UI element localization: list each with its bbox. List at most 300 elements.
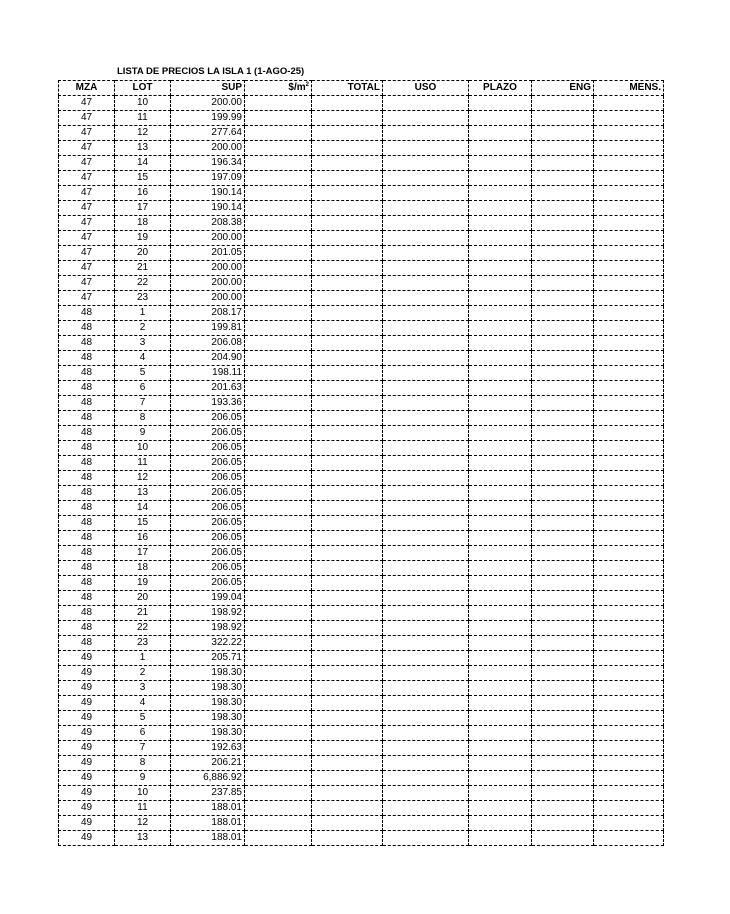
cell-sup: 205.71	[171, 651, 245, 666]
cell-uso	[383, 201, 469, 216]
header-plazo: PLAZO	[469, 81, 532, 96]
cell-eng	[532, 411, 594, 426]
cell-sup: 199.81	[171, 321, 245, 336]
cell-plazo	[469, 321, 532, 336]
cell-eng	[532, 591, 594, 606]
cell-mza: 47	[59, 141, 115, 156]
cell-uso	[383, 126, 469, 141]
cell-uso	[383, 771, 469, 786]
cell-mza: 48	[59, 366, 115, 381]
cell-mens	[594, 771, 664, 786]
cell-plazo	[469, 516, 532, 531]
cell-price-per-m2	[245, 306, 312, 321]
cell-plazo	[469, 156, 532, 171]
cell-mens	[594, 291, 664, 306]
cell-lot: 18	[115, 561, 171, 576]
cell-uso	[383, 591, 469, 606]
cell-lot: 17	[115, 201, 171, 216]
cell-sup: 199.04	[171, 591, 245, 606]
cell-mza: 48	[59, 636, 115, 651]
cell-total	[312, 156, 383, 171]
table-row	[59, 801, 664, 816]
cell-price-per-m2	[245, 396, 312, 411]
cell-total	[312, 201, 383, 216]
header-row	[59, 81, 664, 96]
cell-uso	[383, 381, 469, 396]
cell-mza: 47	[59, 171, 115, 186]
cell-plazo	[469, 186, 532, 201]
cell-mza: 49	[59, 831, 115, 846]
cell-sup: 201.05	[171, 246, 245, 261]
cell-lot: 22	[115, 621, 171, 636]
cell-mza: 48	[59, 501, 115, 516]
cell-plazo	[469, 126, 532, 141]
cell-eng	[532, 96, 594, 111]
cell-mza: 47	[59, 216, 115, 231]
cell-uso	[383, 261, 469, 276]
cell-mens	[594, 801, 664, 816]
cell-mens	[594, 366, 664, 381]
cell-eng	[532, 126, 594, 141]
cell-sup: 322.22	[171, 636, 245, 651]
cell-total	[312, 516, 383, 531]
cell-uso	[383, 816, 469, 831]
cell-eng	[532, 741, 594, 756]
cell-price-per-m2	[245, 711, 312, 726]
cell-eng	[532, 381, 594, 396]
cell-mens	[594, 126, 664, 141]
cell-mens	[594, 486, 664, 501]
cell-sup: 198.30	[171, 726, 245, 741]
cell-uso	[383, 141, 469, 156]
cell-mza: 47	[59, 291, 115, 306]
header-price-per-m2-text: $/m	[288, 82, 306, 93]
cell-uso	[383, 336, 469, 351]
cell-lot: 22	[115, 276, 171, 291]
cell-total	[312, 336, 383, 351]
cell-price-per-m2	[245, 531, 312, 546]
cell-sup: 200.00	[171, 141, 245, 156]
table-row	[59, 711, 664, 726]
cell-sup: 198.30	[171, 681, 245, 696]
cell-lot: 16	[115, 531, 171, 546]
cell-eng	[532, 546, 594, 561]
cell-sup: 208.17	[171, 306, 245, 321]
cell-mens	[594, 636, 664, 651]
cell-uso	[383, 546, 469, 561]
cell-price-per-m2	[245, 741, 312, 756]
cell-sup: 190.14	[171, 186, 245, 201]
cell-price-per-m2	[245, 426, 312, 441]
table-row	[59, 651, 664, 666]
cell-total	[312, 666, 383, 681]
table-row	[59, 756, 664, 771]
cell-mza: 48	[59, 306, 115, 321]
cell-eng	[532, 816, 594, 831]
cell-sup: 188.01	[171, 831, 245, 846]
cell-uso	[383, 606, 469, 621]
cell-mza: 47	[59, 231, 115, 246]
cell-mza: 47	[59, 186, 115, 201]
table-row	[59, 831, 664, 846]
cell-mens	[594, 306, 664, 321]
cell-mza: 49	[59, 666, 115, 681]
cell-sup: 277.64	[171, 126, 245, 141]
cell-sup: 237.85	[171, 786, 245, 801]
header-eng: ENG	[532, 81, 594, 96]
cell-mza: 48	[59, 321, 115, 336]
cell-uso	[383, 621, 469, 636]
cell-mens	[594, 741, 664, 756]
cell-uso	[383, 786, 469, 801]
cell-eng	[532, 351, 594, 366]
table-row	[59, 441, 664, 456]
cell-plazo	[469, 801, 532, 816]
cell-total	[312, 426, 383, 441]
cell-lot: 14	[115, 501, 171, 516]
cell-mens	[594, 246, 664, 261]
cell-plazo	[469, 141, 532, 156]
cell-price-per-m2	[245, 486, 312, 501]
cell-mza: 48	[59, 456, 115, 471]
cell-plazo	[469, 411, 532, 426]
cell-plazo	[469, 201, 532, 216]
table-row	[59, 531, 664, 546]
cell-uso	[383, 231, 469, 246]
cell-price-per-m2	[245, 216, 312, 231]
cell-total	[312, 321, 383, 336]
header-uso: USO	[383, 81, 469, 96]
cell-eng	[532, 321, 594, 336]
cell-uso	[383, 426, 469, 441]
cell-price-per-m2	[245, 351, 312, 366]
cell-mza: 48	[59, 561, 115, 576]
cell-mza: 49	[59, 711, 115, 726]
cell-lot: 3	[115, 336, 171, 351]
cell-price-per-m2	[245, 801, 312, 816]
table-row	[59, 636, 664, 651]
cell-eng	[532, 651, 594, 666]
cell-uso	[383, 321, 469, 336]
cell-uso	[383, 441, 469, 456]
table-row	[59, 786, 664, 801]
cell-price-per-m2	[245, 816, 312, 831]
cell-lot: 10	[115, 96, 171, 111]
cell-uso	[383, 696, 469, 711]
cell-mza: 48	[59, 531, 115, 546]
cell-price-per-m2	[245, 786, 312, 801]
cell-eng	[532, 216, 594, 231]
cell-total	[312, 276, 383, 291]
cell-plazo	[469, 756, 532, 771]
cell-plazo	[469, 426, 532, 441]
cell-eng	[532, 111, 594, 126]
cell-mza: 48	[59, 486, 115, 501]
cell-uso	[383, 561, 469, 576]
cell-lot: 21	[115, 261, 171, 276]
cell-total	[312, 411, 383, 426]
cell-mza: 47	[59, 261, 115, 276]
cell-plazo	[469, 216, 532, 231]
cell-plazo	[469, 591, 532, 606]
table-row	[59, 471, 664, 486]
table-row	[59, 216, 664, 231]
cell-plazo	[469, 561, 532, 576]
cell-plazo	[469, 261, 532, 276]
cell-mens	[594, 426, 664, 441]
cell-eng	[532, 561, 594, 576]
cell-price-per-m2	[245, 471, 312, 486]
cell-price-per-m2	[245, 366, 312, 381]
cell-plazo	[469, 351, 532, 366]
cell-total	[312, 786, 383, 801]
cell-price-per-m2	[245, 111, 312, 126]
table-row	[59, 696, 664, 711]
cell-price-per-m2	[245, 201, 312, 216]
cell-lot: 8	[115, 411, 171, 426]
cell-price-per-m2	[245, 186, 312, 201]
cell-eng	[532, 186, 594, 201]
cell-eng	[532, 696, 594, 711]
table-row	[59, 816, 664, 831]
cell-mens	[594, 381, 664, 396]
cell-mza: 48	[59, 426, 115, 441]
cell-mza: 48	[59, 591, 115, 606]
cell-plazo	[469, 711, 532, 726]
cell-mens	[594, 591, 664, 606]
cell-plazo	[469, 336, 532, 351]
table-row	[59, 201, 664, 216]
table-body	[59, 96, 664, 846]
header-price-per-m2	[245, 81, 312, 96]
cell-eng	[532, 141, 594, 156]
table-row	[59, 741, 664, 756]
cell-price-per-m2	[245, 501, 312, 516]
cell-total	[312, 681, 383, 696]
table-row	[59, 411, 664, 426]
cell-plazo	[469, 501, 532, 516]
cell-lot: 23	[115, 636, 171, 651]
cell-mens	[594, 531, 664, 546]
cell-sup: 200.00	[171, 96, 245, 111]
cell-mens	[594, 171, 664, 186]
cell-sup: 206.05	[171, 486, 245, 501]
cell-lot: 10	[115, 441, 171, 456]
cell-uso	[383, 651, 469, 666]
cell-plazo	[469, 441, 532, 456]
cell-total	[312, 351, 383, 366]
cell-mens	[594, 516, 664, 531]
cell-uso	[383, 741, 469, 756]
cell-total	[312, 546, 383, 561]
cell-mza: 48	[59, 381, 115, 396]
cell-lot: 7	[115, 396, 171, 411]
table-row	[59, 666, 664, 681]
cell-mens	[594, 321, 664, 336]
cell-sup: 206.05	[171, 501, 245, 516]
cell-plazo	[469, 471, 532, 486]
cell-uso	[383, 186, 469, 201]
table-row	[59, 276, 664, 291]
cell-mza: 49	[59, 741, 115, 756]
cell-plazo	[469, 306, 532, 321]
cell-sup: 6,886.92	[171, 771, 245, 786]
cell-plazo	[469, 681, 532, 696]
cell-total	[312, 261, 383, 276]
table-row	[59, 306, 664, 321]
cell-mza: 47	[59, 111, 115, 126]
cell-sup: 198.30	[171, 666, 245, 681]
cell-mza: 48	[59, 441, 115, 456]
cell-price-per-m2	[245, 756, 312, 771]
cell-mens	[594, 231, 664, 246]
table-row	[59, 426, 664, 441]
table-row	[59, 321, 664, 336]
cell-plazo	[469, 366, 532, 381]
cell-total	[312, 561, 383, 576]
cell-eng	[532, 336, 594, 351]
cell-price-per-m2	[245, 831, 312, 846]
cell-total	[312, 291, 383, 306]
cell-eng	[532, 636, 594, 651]
cell-mens	[594, 831, 664, 846]
cell-lot: 1	[115, 306, 171, 321]
cell-uso	[383, 726, 469, 741]
cell-mens	[594, 276, 664, 291]
cell-eng	[532, 786, 594, 801]
cell-mens	[594, 651, 664, 666]
cell-lot: 19	[115, 576, 171, 591]
cell-plazo	[469, 576, 532, 591]
cell-total	[312, 126, 383, 141]
table-row	[59, 96, 664, 111]
cell-sup: 190.14	[171, 201, 245, 216]
cell-total	[312, 651, 383, 666]
cell-total	[312, 471, 383, 486]
cell-mens	[594, 471, 664, 486]
cell-total	[312, 231, 383, 246]
cell-lot: 2	[115, 321, 171, 336]
cell-uso	[383, 666, 469, 681]
cell-price-per-m2	[245, 321, 312, 336]
cell-uso	[383, 411, 469, 426]
header-total: TOTAL	[312, 81, 383, 96]
table-row	[59, 456, 664, 471]
cell-mza: 49	[59, 756, 115, 771]
table-row	[59, 396, 664, 411]
cell-mens	[594, 576, 664, 591]
cell-plazo	[469, 606, 532, 621]
cell-total	[312, 741, 383, 756]
cell-total	[312, 396, 383, 411]
cell-sup: 201.63	[171, 381, 245, 396]
cell-lot: 23	[115, 291, 171, 306]
cell-mens	[594, 351, 664, 366]
cell-plazo	[469, 381, 532, 396]
cell-uso	[383, 171, 469, 186]
cell-total	[312, 366, 383, 381]
cell-uso	[383, 756, 469, 771]
cell-plazo	[469, 786, 532, 801]
cell-total	[312, 456, 383, 471]
table-row	[59, 516, 664, 531]
cell-uso	[383, 471, 469, 486]
cell-total	[312, 96, 383, 111]
cell-lot: 11	[115, 801, 171, 816]
cell-uso	[383, 366, 469, 381]
cell-total	[312, 711, 383, 726]
cell-total	[312, 531, 383, 546]
cell-uso	[383, 531, 469, 546]
cell-total	[312, 486, 383, 501]
cell-sup: 206.21	[171, 756, 245, 771]
table-row	[59, 111, 664, 126]
cell-lot: 10	[115, 786, 171, 801]
cell-total	[312, 756, 383, 771]
cell-lot: 12	[115, 126, 171, 141]
table-row	[59, 261, 664, 276]
cell-mza: 48	[59, 546, 115, 561]
cell-eng	[532, 756, 594, 771]
cell-sup: 206.05	[171, 411, 245, 426]
cell-mens	[594, 546, 664, 561]
table-row	[59, 366, 664, 381]
cell-uso	[383, 801, 469, 816]
cell-mza: 49	[59, 771, 115, 786]
cell-mza: 48	[59, 471, 115, 486]
cell-sup: 198.30	[171, 696, 245, 711]
cell-total	[312, 246, 383, 261]
cell-uso	[383, 351, 469, 366]
cell-mza: 48	[59, 411, 115, 426]
cell-eng	[532, 681, 594, 696]
cell-price-per-m2	[245, 171, 312, 186]
cell-total	[312, 216, 383, 231]
cell-price-per-m2	[245, 666, 312, 681]
cell-sup: 206.05	[171, 546, 245, 561]
cell-price-per-m2	[245, 96, 312, 111]
cell-mens	[594, 606, 664, 621]
table-row	[59, 576, 664, 591]
cell-uso	[383, 276, 469, 291]
cell-mens	[594, 621, 664, 636]
cell-eng	[532, 531, 594, 546]
header-mza: MZA	[59, 81, 115, 96]
cell-sup: 206.05	[171, 456, 245, 471]
cell-total	[312, 381, 383, 396]
cell-eng	[532, 576, 594, 591]
cell-lot: 9	[115, 426, 171, 441]
cell-sup: 200.00	[171, 261, 245, 276]
cell-plazo	[469, 456, 532, 471]
cell-price-per-m2	[245, 291, 312, 306]
cell-total	[312, 111, 383, 126]
cell-eng	[532, 501, 594, 516]
cell-sup: 192.63	[171, 741, 245, 756]
table-row	[59, 351, 664, 366]
cell-plazo	[469, 486, 532, 501]
cell-uso	[383, 681, 469, 696]
cell-price-per-m2	[245, 456, 312, 471]
cell-price-per-m2	[245, 516, 312, 531]
cell-total	[312, 696, 383, 711]
cell-total	[312, 576, 383, 591]
cell-lot: 17	[115, 546, 171, 561]
cell-sup: 206.05	[171, 426, 245, 441]
cell-eng	[532, 171, 594, 186]
cell-mens	[594, 396, 664, 411]
cell-mza: 48	[59, 516, 115, 531]
